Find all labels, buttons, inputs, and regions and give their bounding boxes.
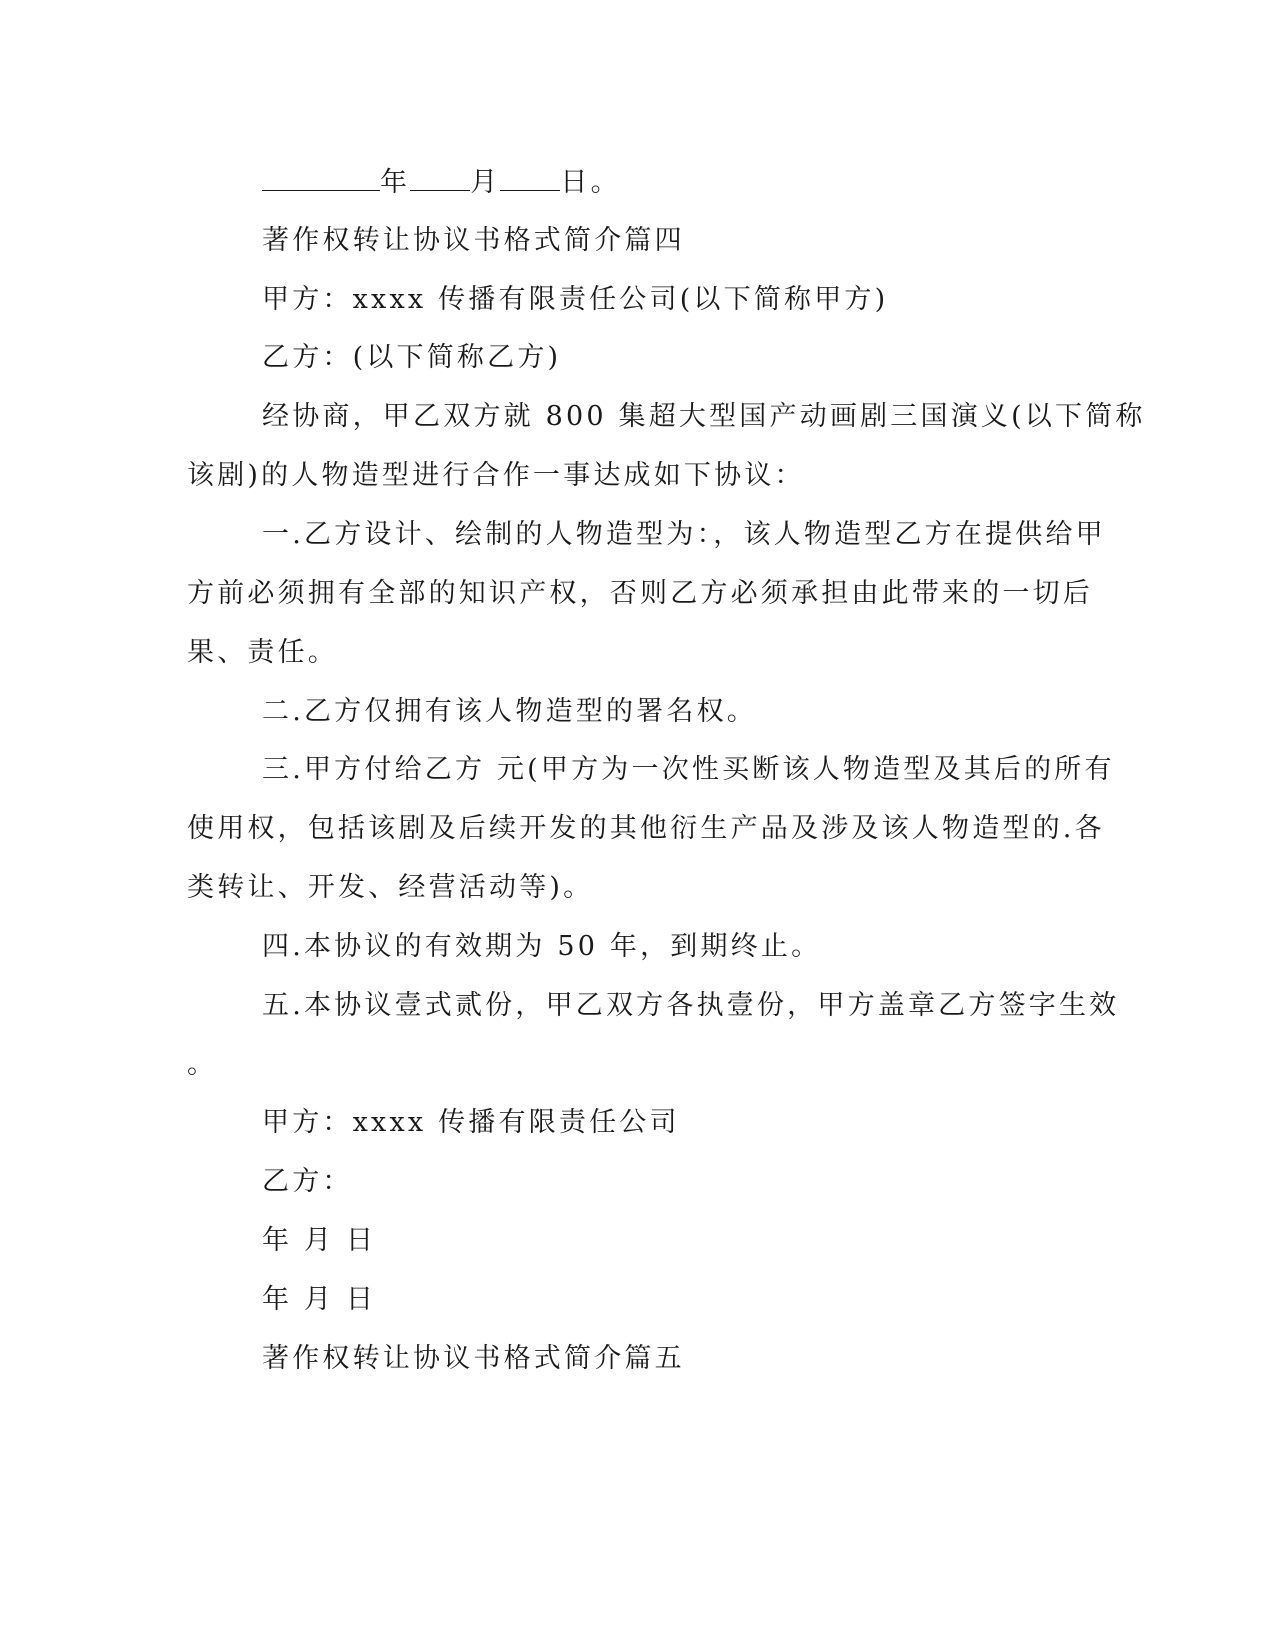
year-blank (262, 164, 380, 191)
paragraph-intro-2: 该剧)的人物造型进行合作一事达成如下协议： (187, 460, 805, 491)
date-line (0, 164, 1275, 201)
clause-3-line-1: 三.甲方付给乙方 元(甲方为一次性买断该人物造型及其后的所有 (262, 754, 1115, 785)
paragraph-intro-1: 经协商，甲乙双方就 800 集超大型国产动画剧三国演义(以下简称 (262, 401, 1146, 432)
party-b-line: 乙方：(以下简称乙方) (262, 342, 562, 373)
clause-1-line-1: 一.乙方设计、绘制的人物造型为：，该人物造型乙方在提供给甲 (262, 519, 1106, 550)
party-a-line: 甲方：xxxx 传播有限责任公司(以下简称甲方) (262, 284, 889, 315)
clause-1-line-2: 方前必须拥有全部的知识产权，否则乙方必须承担由此带来的一切后 (187, 578, 1093, 609)
signature-date-1: 年 月 日 (262, 1225, 377, 1256)
section-heading-4: 著作权转让协议书格式简介篇四 (262, 225, 685, 256)
section-heading-5: 著作权转让协议书格式简介篇五 (262, 1343, 685, 1374)
clause-4: 四.本协议的有效期为 50 年，到期终止。 (262, 931, 822, 962)
day-blank (500, 164, 560, 191)
month-label: 月 (470, 167, 501, 198)
month-blank (410, 164, 470, 191)
day-label: 日。 (560, 167, 621, 198)
clause-2: 二.乙方仅拥有该人物造型的署名权。 (262, 696, 757, 727)
clause-5-line-1: 五.本协议壹式贰份，甲乙双方各执壹份，甲方盖章乙方签字生效 (262, 990, 1120, 1021)
clause-5-line-2: 。 (187, 1049, 218, 1080)
clause-3-line-3: 类转让、开发、经营活动等)。 (187, 872, 594, 903)
signature-party-b: 乙方： (262, 1166, 353, 1197)
year-label: 年 (380, 167, 411, 198)
signature-party-a: 甲方：xxxx 传播有限责任公司 (262, 1107, 680, 1138)
clause-1-line-3: 果、责任。 (187, 637, 338, 668)
clause-3-line-2: 使用权，包括该剧及后续开发的其他衍生产品及涉及该人物造型的.各 (187, 813, 1105, 844)
signature-date-2: 年 月 日 (262, 1284, 377, 1315)
